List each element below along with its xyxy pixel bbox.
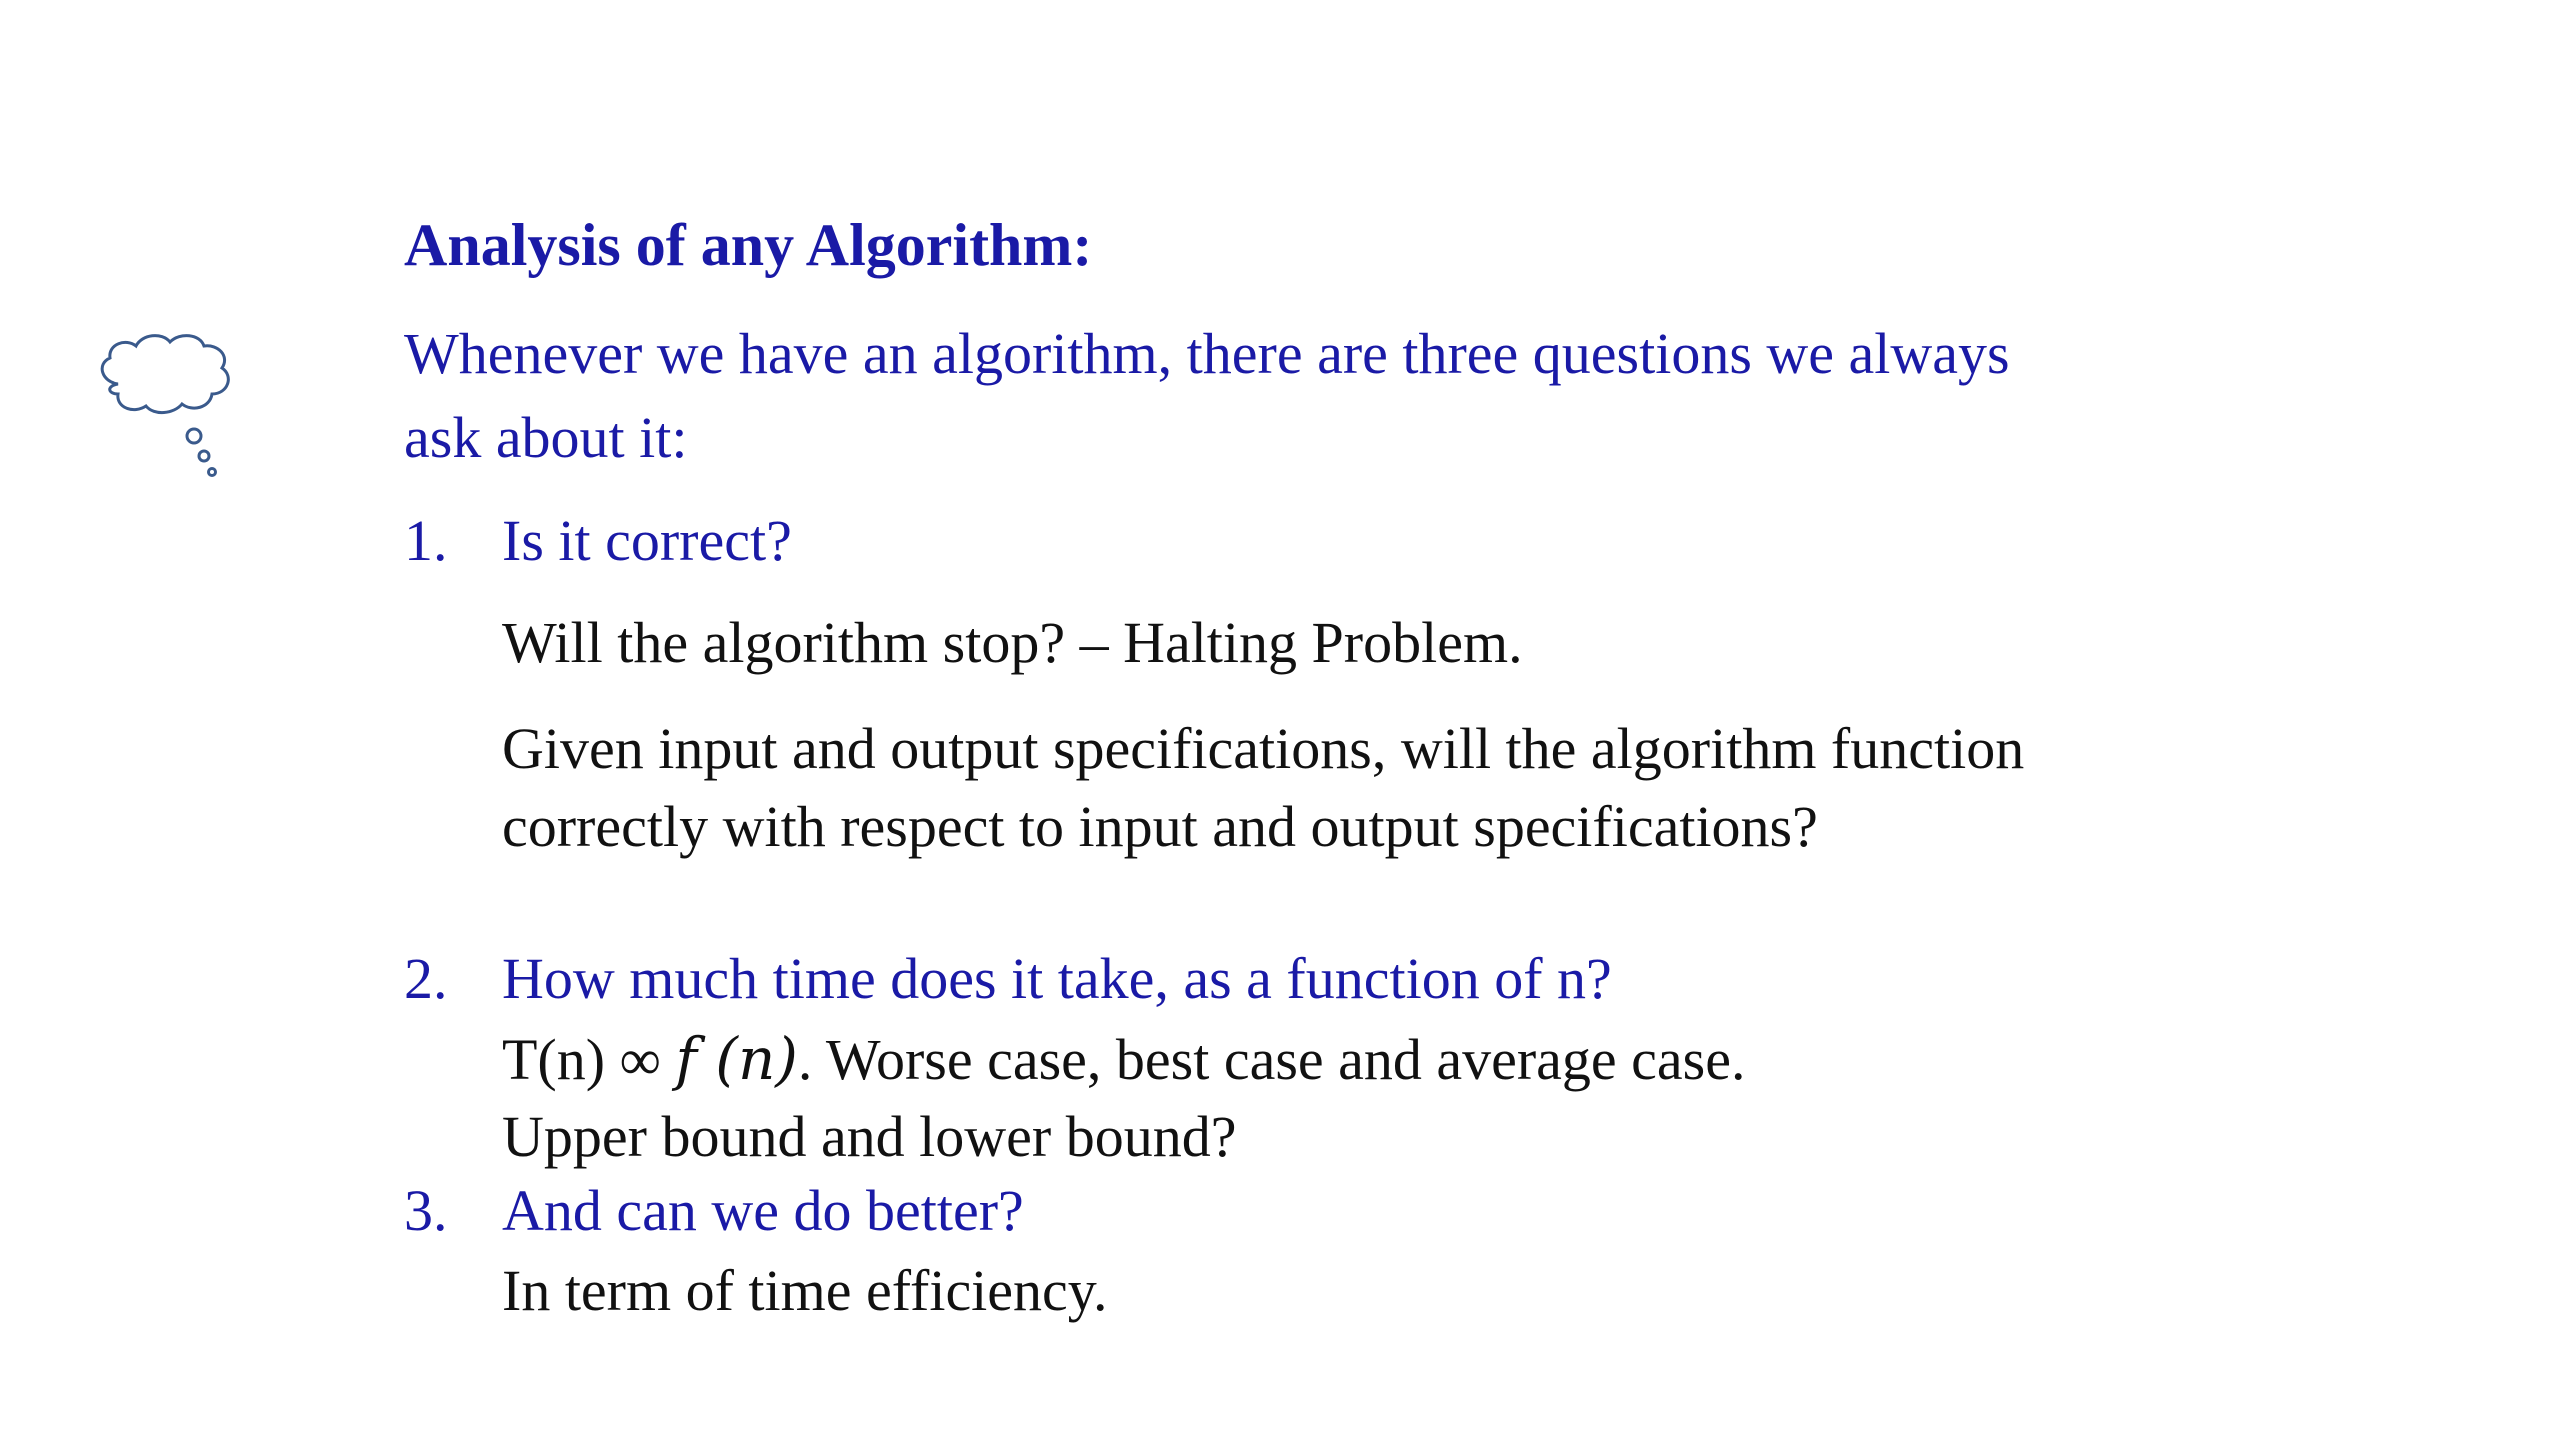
complexity-prefix: T(n) ∞ (502, 1027, 676, 1092)
complexity-function: f (n) (675, 1025, 798, 1093)
question-3-number: 3. (404, 1178, 448, 1243)
thought-bubble-icon (88, 324, 248, 484)
question-1-text: Is it correct? (502, 508, 792, 573)
slide-heading: Analysis of any Algorithm: (404, 212, 1093, 278)
question-2-detail-complexity (502, 1020, 2122, 1099)
question-1-detail-halting: Will the algorithm stop? – Halting Problem. (502, 610, 1523, 675)
question-2-detail-bounds: Upper bound and lower bound? (502, 1104, 1237, 1169)
question-2-text: How much time does it take, as a function of n? (502, 946, 1612, 1011)
intro-paragraph: Whenever we have an algorithm, there are three questions we always ask about it: (404, 321, 2010, 470)
question-3-text: And can we do better? (502, 1178, 1024, 1243)
question-1-number: 1. (404, 508, 448, 573)
question-1-detail-specifications: Given input and output specifications, will the algorithm function correctly with respect to input and output specifications? (502, 716, 2025, 859)
question-2-number: 2. (404, 946, 448, 1011)
complexity-cases: . Worse case, best case and average case. (797, 1027, 1746, 1092)
question-3-detail-efficiency: In term of time efficiency. (502, 1258, 1108, 1323)
